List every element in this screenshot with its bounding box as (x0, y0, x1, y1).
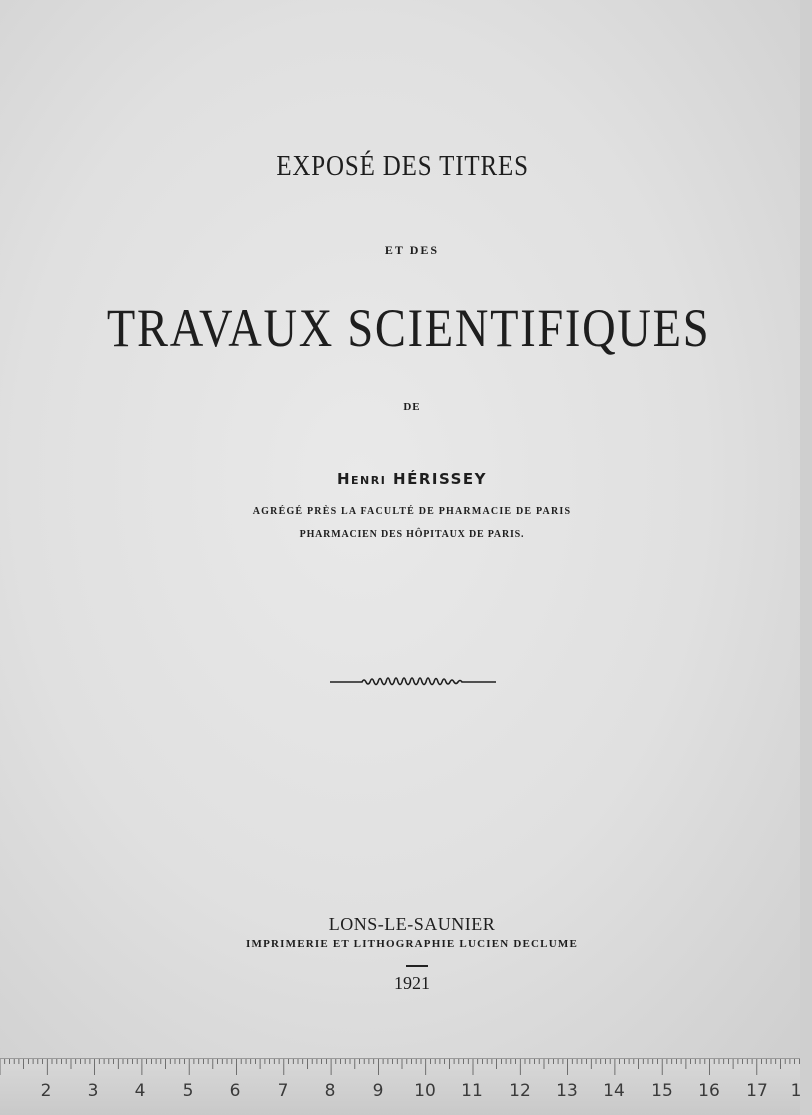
ruler-label: 8 (324, 1081, 336, 1101)
imprint-city: LONS-LE-SAUNIER (328, 914, 496, 934)
author-name: Henri HÉRISSEY (336, 470, 488, 488)
ruler-label: 14 (603, 1081, 625, 1101)
ruler-label: 3 (87, 1081, 99, 1101)
imprint-year: 1921 (394, 973, 430, 993)
ruler-label: 17 (746, 1081, 768, 1101)
measuring-ruler (0, 1058, 800, 1115)
ruler-label: 6 (229, 1081, 241, 1101)
imprint-printer: IMPRIMERIE ET LITHOGRAPHIE LUCIEN DECLUME (246, 938, 578, 950)
title-line-3: TRAVAUX SCIENTIFIQUES (106, 298, 711, 358)
ruler-label: 10 (414, 1081, 436, 1101)
ruler-label: 16 (698, 1081, 720, 1101)
title-line-1: EXPOSÉ DES TITRES (276, 150, 529, 182)
ruler-label: 2 (40, 1081, 52, 1101)
ruler-label: 11 (461, 1081, 483, 1101)
ruler-label: 7 (277, 1081, 289, 1101)
ruler-label: 1 (790, 1081, 802, 1101)
ruler-label: 12 (509, 1081, 531, 1101)
ruler-label: 9 (372, 1081, 384, 1101)
title-preposition: DE (403, 401, 421, 413)
ruler-label: 5 (182, 1081, 194, 1101)
title-line-2: ET DES (384, 243, 440, 257)
ruler-label: 4 (134, 1081, 146, 1101)
author-affiliation-2: PHARMACIEN DES HÔPITAUX DE PARIS. (299, 529, 525, 540)
imprint-rule (406, 965, 428, 967)
ornament-divider (330, 672, 496, 692)
ruler-label: 15 (651, 1081, 673, 1101)
author-affiliation-1: AGRÉGÉ PRÈS LA FACULTÉ DE PHARMACIE DE PARIS (252, 506, 572, 517)
ruler-ticks (0, 1059, 800, 1115)
ruler-label: 13 (556, 1081, 578, 1101)
